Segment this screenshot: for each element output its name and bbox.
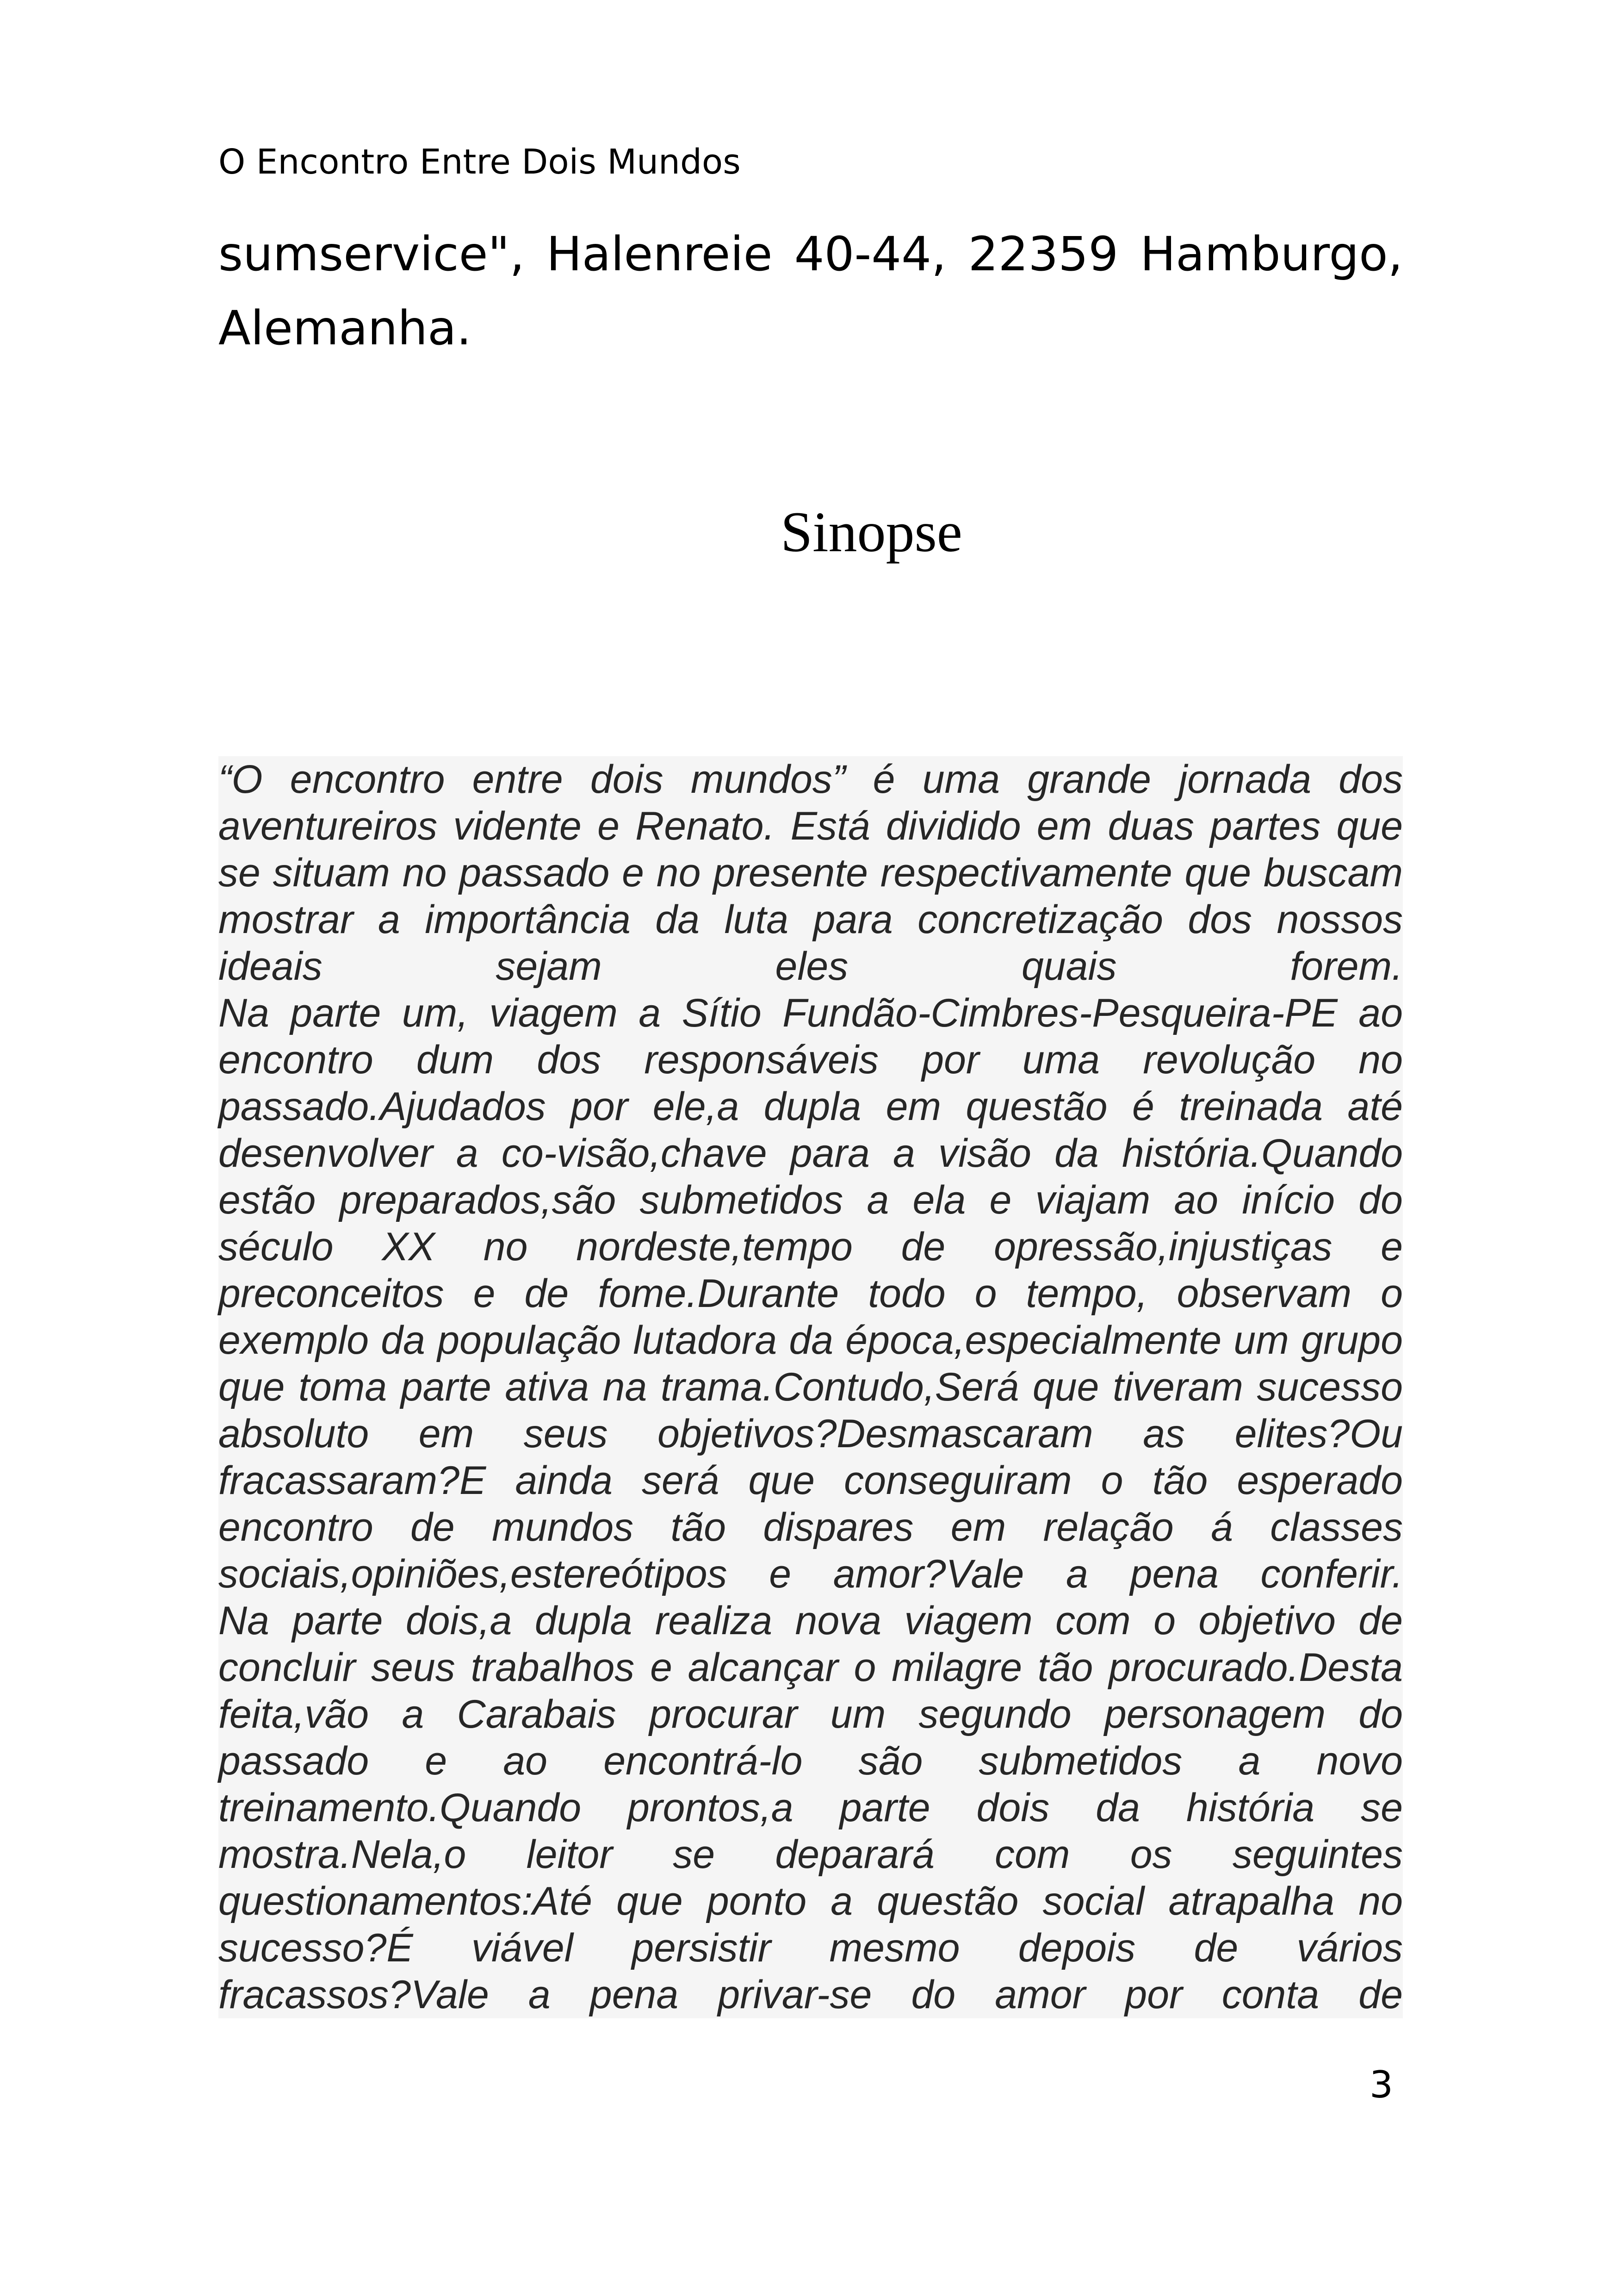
synopsis-line xyxy=(218,1691,1403,1738)
synopsis-line xyxy=(218,896,1403,943)
synopsis-line xyxy=(218,1972,1403,2018)
synopsis-word: amor?Vale xyxy=(833,1552,1024,1596)
synopsis-line xyxy=(218,1317,1403,1364)
synopsis-word: ele,a xyxy=(652,1084,739,1129)
synopsis-word: com xyxy=(1055,1599,1131,1643)
synopsis-word: conseguiram xyxy=(844,1458,1072,1503)
synopsis-word: desenvolver xyxy=(218,1131,433,1176)
synopsis-word: de xyxy=(524,1271,569,1316)
synopsis-word: época,especialmente xyxy=(845,1318,1222,1363)
synopsis-word: Carabais xyxy=(457,1692,616,1736)
synopsis-word: Está xyxy=(790,804,870,848)
synopsis-word: conferir. xyxy=(1260,1552,1403,1596)
synopsis-word: Sítio xyxy=(682,991,762,1035)
synopsis-word: importância xyxy=(425,897,631,942)
synopsis-word: viagem xyxy=(489,991,618,1035)
synopsis-line xyxy=(218,1738,1403,1785)
synopsis-word: dos xyxy=(537,1038,601,1082)
synopsis-line xyxy=(218,1224,1403,1270)
synopsis-paragraph xyxy=(218,756,1403,2018)
synopsis-word: fracassaram?E xyxy=(218,1458,486,1503)
synopsis-line xyxy=(218,1878,1403,1925)
synopsis-line xyxy=(218,756,1403,803)
synopsis-word: parte xyxy=(290,991,381,1035)
synopsis-word: do xyxy=(911,1972,956,2017)
synopsis-word: seus xyxy=(523,1412,608,1456)
synopsis-word: viável xyxy=(471,1926,573,1970)
synopsis-word: será xyxy=(642,1458,719,1503)
synopsis-word: partes xyxy=(1210,804,1321,848)
synopsis-line xyxy=(218,1644,1403,1691)
synopsis-word: que xyxy=(1184,851,1252,895)
synopsis-word: ponto xyxy=(707,1879,807,1923)
synopsis-word: sucesso?É xyxy=(218,1926,413,1970)
address-line-country: Alemanha. xyxy=(218,301,471,356)
synopsis-word: da xyxy=(1054,1131,1099,1176)
address-word: 22359 xyxy=(968,227,1119,282)
synopsis-word: treinamento.Quando xyxy=(218,1786,582,1830)
synopsis-word: população xyxy=(437,1318,621,1363)
synopsis-word: co-visão,chave xyxy=(501,1131,767,1176)
synopsis-word: trama.Contudo,Será xyxy=(660,1365,1019,1409)
synopsis-word: sucesso xyxy=(1257,1365,1403,1409)
synopsis-word: no xyxy=(656,851,701,895)
synopsis-word: parte xyxy=(400,1365,491,1409)
synopsis-word: dois,a xyxy=(405,1599,512,1643)
synopsis-word: e xyxy=(1381,1225,1403,1269)
synopsis-word: em xyxy=(950,1505,1006,1549)
synopsis-word: social xyxy=(1042,1879,1145,1923)
synopsis-word: e xyxy=(769,1552,792,1596)
synopsis-word: viagem xyxy=(904,1599,1033,1643)
synopsis-word: XX xyxy=(382,1225,435,1269)
synopsis-word: passado xyxy=(459,851,610,895)
synopsis-word: da xyxy=(1096,1786,1140,1830)
synopsis-word: questão xyxy=(966,1084,1108,1129)
synopsis-word: a xyxy=(831,1879,853,1923)
synopsis-word: por xyxy=(1125,1972,1183,2017)
synopsis-word: ela xyxy=(912,1178,966,1222)
synopsis-word: de xyxy=(410,1505,455,1549)
synopsis-word: sociais,opiniões,estereótipos xyxy=(218,1552,727,1596)
synopsis-word: se xyxy=(218,851,260,895)
synopsis-word: mostrar xyxy=(218,897,353,942)
synopsis-word: de xyxy=(1194,1926,1239,1970)
synopsis-word: da xyxy=(789,1318,834,1363)
synopsis-word: a xyxy=(639,991,661,1035)
page-number: 3 xyxy=(1370,2063,1393,2106)
synopsis-word: persistir xyxy=(632,1926,771,1970)
synopsis-word: uma xyxy=(1022,1038,1100,1082)
synopsis-word: encontro xyxy=(218,1038,373,1082)
synopsis-line xyxy=(218,1457,1403,1504)
synopsis-word: a xyxy=(1066,1552,1088,1596)
synopsis-word: ao xyxy=(1174,1178,1218,1222)
synopsis-word: viajam xyxy=(1035,1178,1151,1222)
synopsis-word: entre xyxy=(472,757,563,802)
synopsis-word: que xyxy=(748,1458,815,1503)
synopsis-word: milagre xyxy=(892,1645,1023,1690)
synopsis-word: um, xyxy=(402,991,469,1035)
synopsis-word: tiveram xyxy=(1112,1365,1243,1409)
synopsis-word: quais xyxy=(1021,944,1117,989)
synopsis-word: até xyxy=(1347,1084,1403,1129)
synopsis-word: e xyxy=(650,1645,672,1690)
synopsis-word: objetivo xyxy=(1198,1599,1336,1643)
synopsis-word: de xyxy=(1358,1972,1403,2017)
synopsis-word: ao xyxy=(1358,991,1403,1035)
synopsis-word: objetivos?Desmascaram xyxy=(657,1412,1093,1456)
synopsis-word: século xyxy=(218,1225,334,1269)
synopsis-word: alcançar xyxy=(688,1645,838,1690)
synopsis-line xyxy=(218,1551,1403,1598)
synopsis-word: procurar xyxy=(649,1692,798,1736)
synopsis-line xyxy=(218,1411,1403,1457)
synopsis-word: duas xyxy=(1108,804,1194,848)
synopsis-word: passado xyxy=(218,1739,369,1783)
synopsis-word: grupo xyxy=(1301,1318,1403,1363)
synopsis-word: forem. xyxy=(1290,944,1403,989)
synopsis-word: seus xyxy=(371,1645,455,1690)
synopsis-word: o xyxy=(974,1271,997,1316)
synopsis-line xyxy=(218,1364,1403,1411)
synopsis-word: nossos xyxy=(1277,897,1403,942)
synopsis-word: os xyxy=(1130,1832,1172,1877)
synopsis-word: história xyxy=(1186,1786,1315,1830)
synopsis-word: visão xyxy=(938,1131,1031,1176)
synopsis-word: dispares xyxy=(763,1505,914,1549)
synopsis-word: jornada xyxy=(1178,757,1312,802)
synopsis-word: no xyxy=(402,851,447,895)
synopsis-word: em xyxy=(418,1412,474,1456)
synopsis-word: que xyxy=(218,1365,285,1409)
synopsis-word: aventureiros xyxy=(218,804,438,848)
synopsis-word: dois xyxy=(590,757,663,802)
synopsis-word: o xyxy=(854,1645,876,1690)
synopsis-word: elites?Ou xyxy=(1234,1412,1403,1456)
synopsis-line xyxy=(218,1925,1403,1972)
synopsis-word: opressão,injustiças xyxy=(994,1225,1333,1269)
synopsis-word: seguintes xyxy=(1232,1832,1403,1877)
synopsis-word: a xyxy=(1238,1739,1261,1783)
synopsis-word: concluir xyxy=(218,1645,356,1690)
address-word: sumservice", xyxy=(218,227,525,282)
synopsis-word: é xyxy=(873,757,895,802)
synopsis-word: se xyxy=(1361,1786,1403,1830)
synopsis-word: início xyxy=(1242,1178,1335,1222)
synopsis-line xyxy=(218,943,1403,990)
synopsis-line xyxy=(218,990,1403,1037)
synopsis-word: na xyxy=(602,1365,647,1409)
synopsis-word: depois xyxy=(1018,1926,1136,1970)
synopsis-word: luta xyxy=(724,897,789,942)
synopsis-word: pena xyxy=(1130,1552,1219,1596)
synopsis-word: de xyxy=(901,1225,946,1269)
synopsis-word: que xyxy=(1336,804,1403,848)
synopsis-word: conta xyxy=(1221,1972,1320,2017)
synopsis-word: situam xyxy=(273,851,390,895)
synopsis-word: a xyxy=(456,1131,478,1176)
synopsis-word: preparados,são xyxy=(339,1178,616,1222)
synopsis-word: “O xyxy=(218,757,263,802)
synopsis-word: tão xyxy=(1037,1645,1093,1690)
synopsis-word: á xyxy=(1211,1505,1233,1549)
synopsis-word: feita,vão xyxy=(218,1692,369,1736)
synopsis-word: com xyxy=(994,1832,1070,1877)
synopsis-word: nordeste,tempo xyxy=(576,1225,853,1269)
synopsis-word: encontro xyxy=(218,1505,373,1549)
synopsis-word: estão xyxy=(218,1178,316,1222)
synopsis-line xyxy=(218,1270,1403,1317)
synopsis-word: personagem xyxy=(1104,1692,1326,1736)
synopsis-word: o xyxy=(1101,1458,1123,1503)
synopsis-word: do xyxy=(1358,1692,1403,1736)
synopsis-word: Renato. xyxy=(635,804,775,848)
synopsis-word: esperado xyxy=(1237,1458,1403,1503)
synopsis-word: se xyxy=(673,1832,715,1877)
synopsis-word: no xyxy=(1358,1038,1403,1082)
running-header: O Encontro Entre Dois Mundos xyxy=(218,142,741,182)
synopsis-word: pena xyxy=(589,1972,679,2017)
synopsis-word: mostra.Nela,o xyxy=(218,1832,466,1877)
synopsis-word: por xyxy=(922,1038,979,1082)
synopsis-word: para xyxy=(813,897,893,942)
synopsis-word: deparará xyxy=(775,1832,935,1877)
synopsis-word: novo xyxy=(1316,1739,1403,1783)
synopsis-word: tempo, xyxy=(1026,1271,1148,1316)
synopsis-word: Fundão-Cimbres-Pesqueira-PE xyxy=(782,991,1338,1035)
synopsis-word: um xyxy=(1234,1318,1289,1363)
synopsis-word: e xyxy=(989,1178,1012,1222)
synopsis-word: encontrá-lo xyxy=(603,1739,803,1783)
synopsis-word: concretização xyxy=(917,897,1163,942)
address-word: Halenreie xyxy=(546,227,773,282)
synopsis-word: privar-se xyxy=(718,1972,872,2017)
synopsis-word: exemplo xyxy=(218,1318,369,1363)
synopsis-word: um xyxy=(830,1692,886,1736)
synopsis-word: uma xyxy=(922,757,1000,802)
synopsis-word: lutadora xyxy=(633,1318,777,1363)
synopsis-word: dois xyxy=(976,1786,1050,1830)
synopsis-word: questionamentos:Até xyxy=(218,1879,592,1923)
synopsis-word: dos xyxy=(1188,897,1252,942)
synopsis-word: Na xyxy=(218,991,269,1035)
synopsis-word: parte xyxy=(839,1786,930,1830)
synopsis-word: trabalhos xyxy=(471,1645,635,1690)
synopsis-line xyxy=(218,1598,1403,1644)
synopsis-word: mesmo xyxy=(829,1926,960,1970)
synopsis-word: fracassos?Vale xyxy=(218,1972,489,2017)
synopsis-word: o xyxy=(1381,1271,1403,1316)
synopsis-word: dividido xyxy=(886,804,1021,848)
synopsis-word: realiza xyxy=(655,1599,773,1643)
synopsis-word: ainda xyxy=(515,1458,613,1503)
synopsis-word: nova xyxy=(795,1599,882,1643)
synopsis-word: dos xyxy=(1339,757,1403,802)
synopsis-word: ativa xyxy=(505,1365,589,1409)
synopsis-word: fome.Durante xyxy=(598,1271,839,1316)
synopsis-word: são xyxy=(858,1739,923,1783)
synopsis-word: história.Quando xyxy=(1122,1131,1403,1176)
synopsis-word: que xyxy=(1032,1365,1099,1409)
synopsis-word: responsáveis xyxy=(644,1038,879,1082)
synopsis-word: por xyxy=(570,1084,628,1129)
synopsis-word: revolução xyxy=(1143,1038,1316,1082)
synopsis-word: procurado.Desta xyxy=(1109,1645,1403,1690)
synopsis-word: grande xyxy=(1027,757,1151,802)
synopsis-word: dum xyxy=(416,1038,494,1082)
synopsis-word: prontos,a xyxy=(627,1786,794,1830)
synopsis-word: leitor xyxy=(526,1832,613,1877)
synopsis-word: toma xyxy=(298,1365,387,1409)
synopsis-word: questão xyxy=(877,1879,1019,1923)
synopsis-word: segundo xyxy=(918,1692,1072,1736)
synopsis-word: a xyxy=(893,1131,915,1176)
synopsis-word: observam xyxy=(1177,1271,1352,1316)
address-word: 40-44, xyxy=(794,227,947,282)
synopsis-word: mundos” xyxy=(690,757,846,802)
synopsis-word: presente xyxy=(713,851,868,895)
synopsis-word: eles xyxy=(775,944,849,989)
synopsis-word: no xyxy=(1358,1879,1403,1923)
synopsis-word: e xyxy=(425,1739,447,1783)
synopsis-line xyxy=(218,850,1403,896)
synopsis-line xyxy=(218,1504,1403,1551)
synopsis-word: treinada xyxy=(1179,1084,1323,1129)
synopsis-line xyxy=(218,1130,1403,1177)
synopsis-word: amor xyxy=(995,1972,1086,2017)
synopsis-word: passado.Ajudados xyxy=(218,1084,546,1129)
synopsis-word: atrapalha xyxy=(1168,1879,1335,1923)
synopsis-word: e xyxy=(597,804,620,848)
synopsis-word: da xyxy=(381,1318,425,1363)
synopsis-word: classes xyxy=(1270,1505,1403,1549)
synopsis-word: ideais xyxy=(218,944,322,989)
synopsis-word: mundos xyxy=(492,1505,634,1549)
synopsis-word: vidente xyxy=(453,804,582,848)
address-word: Hamburgo, xyxy=(1140,227,1403,282)
synopsis-word: dupla xyxy=(534,1599,632,1643)
synopsis-word: respectivamente xyxy=(880,851,1172,895)
synopsis-word: todo xyxy=(868,1271,946,1316)
synopsis-word: em xyxy=(886,1084,942,1129)
synopsis-word: e xyxy=(473,1271,496,1316)
synopsis-line xyxy=(218,1831,1403,1878)
synopsis-word: buscam xyxy=(1263,851,1403,895)
synopsis-word: parte xyxy=(292,1599,383,1643)
synopsis-word: Na xyxy=(218,1599,269,1643)
synopsis-line xyxy=(218,803,1403,850)
synopsis-word: o xyxy=(1153,1599,1176,1643)
section-title: Sinopse xyxy=(781,500,962,564)
synopsis-word: e xyxy=(622,851,644,895)
synopsis-word: a xyxy=(378,897,400,942)
synopsis-line xyxy=(218,1037,1403,1083)
synopsis-word: tão xyxy=(1152,1458,1208,1503)
synopsis-word: do xyxy=(1358,1178,1403,1222)
synopsis-word: dupla xyxy=(763,1084,862,1129)
synopsis-word: a xyxy=(528,1972,551,2017)
synopsis-word: relação xyxy=(1043,1505,1174,1549)
synopsis-word: tão xyxy=(670,1505,726,1549)
synopsis-line xyxy=(218,1083,1403,1130)
synopsis-word: absoluto xyxy=(218,1412,369,1456)
synopsis-line xyxy=(218,1177,1403,1224)
synopsis-word: de xyxy=(1358,1599,1403,1643)
address-line xyxy=(218,218,1403,292)
synopsis-word: da xyxy=(655,897,700,942)
synopsis-word: é xyxy=(1132,1084,1154,1129)
synopsis-word: no xyxy=(483,1225,528,1269)
synopsis-word: vários xyxy=(1296,1926,1403,1970)
synopsis-word: encontro xyxy=(290,757,445,802)
synopsis-word: a xyxy=(402,1692,424,1736)
synopsis-word: em xyxy=(1036,804,1092,848)
synopsis-word: submetidos xyxy=(979,1739,1183,1783)
synopsis-line xyxy=(218,1785,1403,1831)
synopsis-word: as xyxy=(1143,1412,1185,1456)
synopsis-word: ao xyxy=(503,1739,548,1783)
synopsis-word: submetidos xyxy=(639,1178,843,1222)
synopsis-word: que xyxy=(616,1879,683,1923)
synopsis-word: para xyxy=(790,1131,870,1176)
synopsis-word: a xyxy=(867,1178,889,1222)
synopsis-word: preconceitos xyxy=(218,1271,444,1316)
synopsis-word: sejam xyxy=(496,944,602,989)
